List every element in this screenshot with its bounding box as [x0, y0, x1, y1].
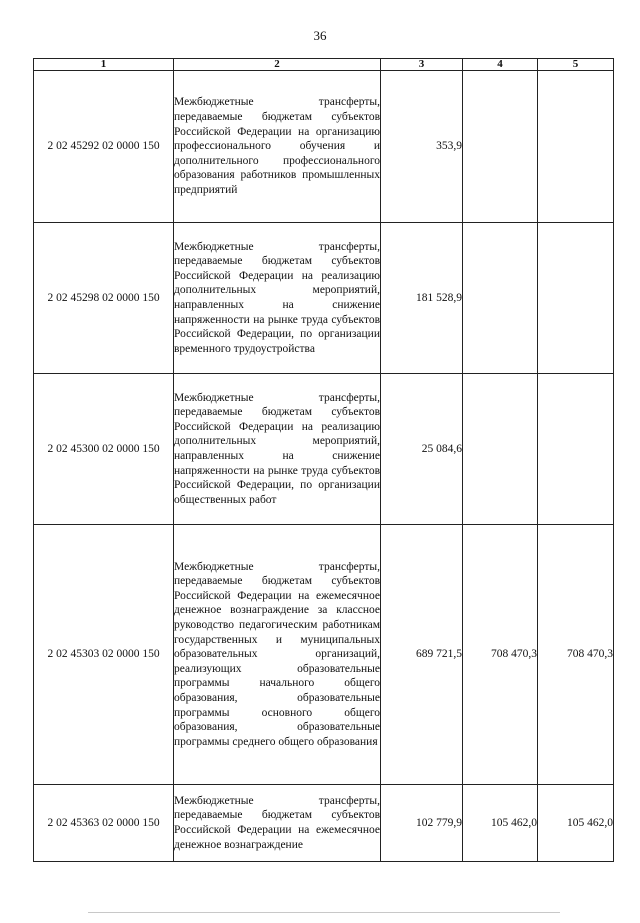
amount-col3-cell: 353,9: [381, 71, 463, 223]
header-col-1: 1: [34, 59, 174, 71]
header-col-2: 2: [174, 59, 381, 71]
table-header-row: [34, 59, 614, 71]
description-cell: [174, 785, 381, 862]
description-cell: [174, 223, 381, 374]
description-cell: [174, 71, 381, 223]
amount-col5-cell: [538, 374, 614, 525]
description-cell: [174, 525, 381, 785]
amount-col3-cell: 181 528,9: [381, 223, 463, 374]
amount-col4-cell: [463, 223, 538, 374]
budget-table: [33, 58, 614, 862]
table-row: [34, 525, 614, 785]
budget-code-cell: 2 02 45363 02 0000 150: [34, 785, 174, 862]
header-col-3: 3: [381, 59, 463, 71]
table-row: [34, 223, 614, 374]
description-text: Межбюджетные трансферты, передаваемые бюджетам субъектов Российской Федерации на реализацию дополнительных мероприятий, направленных на снижение напряженности на рынке труда субъектов Российской Федерации, по организации временного трудоустройства: [174, 240, 380, 355]
page-number: 36: [313, 28, 327, 43]
budget-code-cell: 2 02 45292 02 0000 150: [34, 71, 174, 223]
budget-code-cell: 2 02 45303 02 0000 150: [34, 525, 174, 785]
amount-col3-cell: 689 721,5: [381, 525, 463, 785]
table-row: [34, 785, 614, 862]
header-col-4: 4: [463, 59, 538, 71]
amount-col3-cell: 102 779,9: [381, 785, 463, 862]
description-text: Межбюджетные трансферты, передаваемые бюджетам субъектов Российской Федерации на ежемесячное денежное вознаграждение: [174, 794, 380, 851]
amount-col4-cell: 105 462,0: [463, 785, 538, 862]
budget-code-cell: 2 02 45300 02 0000 150: [34, 374, 174, 525]
description-text: Межбюджетные трансферты, передаваемые бюджетам субъектов Российской Федерации на ежемесячное денежное вознаграждение за классное руководство педагогическим работникам государственных и муниципальных образовательных организаций, реализующих образовательные программы начального общего образования, образовательные программы основного общего образования, образовательные программы среднего общего образования: [174, 560, 380, 748]
amount-col5-cell: 105 462,0: [538, 785, 614, 862]
description-text: Межбюджетные трансферты, передаваемые бюджетам субъектов Российской Федерации на реализацию дополнительных мероприятий, направленных на снижение напряженности на рынке труда субъектов Российской Федерации, по организации общественных работ: [174, 391, 380, 506]
description-cell: [174, 374, 381, 525]
page-bottom-divider: [88, 912, 560, 913]
amount-col3-cell: 25 084,6: [381, 374, 463, 525]
table-row: [34, 71, 614, 223]
amount-col5-cell: 708 470,3: [538, 525, 614, 785]
amount-col4-cell: 708 470,3: [463, 525, 538, 785]
description-text: Межбюджетные трансферты, передаваемые бюджетам субъектов Российской Федерации на организацию профессионального обучения и дополнительного профессионального образования работников промышленных предприятий: [174, 96, 380, 196]
amount-col5-cell: [538, 223, 614, 374]
budget-code-cell: 2 02 45298 02 0000 150: [34, 223, 174, 374]
amount-col4-cell: [463, 374, 538, 525]
amount-col5-cell: [538, 71, 614, 223]
amount-col4-cell: [463, 71, 538, 223]
header-col-5: 5: [538, 59, 614, 71]
table-row: [34, 374, 614, 525]
